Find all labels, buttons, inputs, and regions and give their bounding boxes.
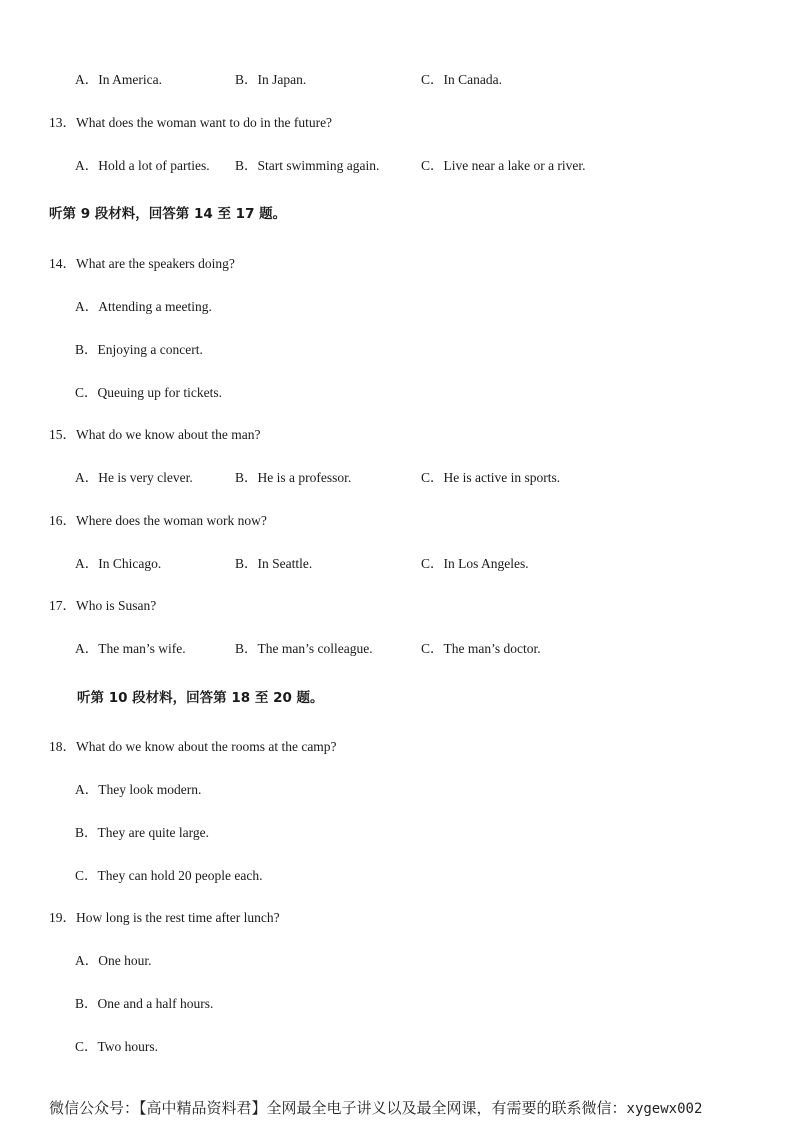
q17-question: 17．Who is Susan? [49, 598, 157, 613]
q18-option-c: C．They can hold 20 people each. [75, 868, 263, 883]
section-9-heading: 听第 9 段材料，回答第 14 至 17 题。 [49, 206, 287, 222]
q15-option-c: C．He is active in sports. [421, 470, 561, 485]
q15-option-a: A．He is very clever. [75, 470, 193, 485]
q13-question: 13．What does the woman want to do in the future? [49, 115, 333, 130]
q16-option-b: B．In Seattle. [235, 556, 313, 571]
q12-option-a: A．In America. [75, 72, 162, 87]
q14-option-a: A．Attending a meeting. [75, 299, 212, 314]
q18-question: 18．What do we know about the rooms at the camp? [49, 739, 337, 754]
q12-option-c: C．In Canada. [421, 72, 502, 87]
footer-wechat-id: xygewx002 [626, 1101, 703, 1117]
q19-option-c: C．Two hours. [75, 1039, 159, 1054]
q16-question: 16．Where does the woman work now? [49, 513, 267, 528]
q16-option-a: A．In Chicago. [75, 556, 162, 571]
q19-option-b: B．One and a half hours. [75, 996, 214, 1011]
footer-promo [49, 1099, 702, 1119]
q14-option-b: B．Enjoying a concert. [75, 342, 203, 357]
q19-option-a: A．One hour. [75, 953, 152, 968]
q15-option-b: B．He is a professor. [235, 470, 352, 485]
q13-option-a: A．Hold a lot of parties. [75, 158, 210, 173]
q19-question: 19．How long is the rest time after lunch? [49, 910, 280, 925]
section-10-heading: 听第 10 段材料，回答第 18 至 20 题。 [77, 690, 324, 706]
q12-option-b: B．In Japan. [235, 72, 307, 87]
q16-option-c: C．In Los Angeles. [421, 556, 529, 571]
q17-option-a: A．The man’s wife. [75, 641, 186, 656]
q18-option-a: A．They look modern. [75, 782, 202, 797]
q15-question: 15．What do we know about the man? [49, 427, 261, 442]
q14-question: 14．What are the speakers doing? [49, 256, 235, 271]
q18-option-b: B．They are quite large. [75, 825, 209, 840]
q14-option-c: C．Queuing up for tickets. [75, 385, 222, 400]
footer-text: 微信公众号：【高中精品资料君】全网最全电子讲义以及最全网课，有需要的联系微信： [49, 1101, 627, 1117]
q17-option-b: B．The man’s colleague. [235, 641, 373, 656]
q17-option-c: C．The man’s doctor. [421, 641, 541, 656]
q13-option-b: B．Start swimming again. [235, 158, 380, 173]
q13-option-c: C．Live near a lake or a river. [421, 158, 586, 173]
